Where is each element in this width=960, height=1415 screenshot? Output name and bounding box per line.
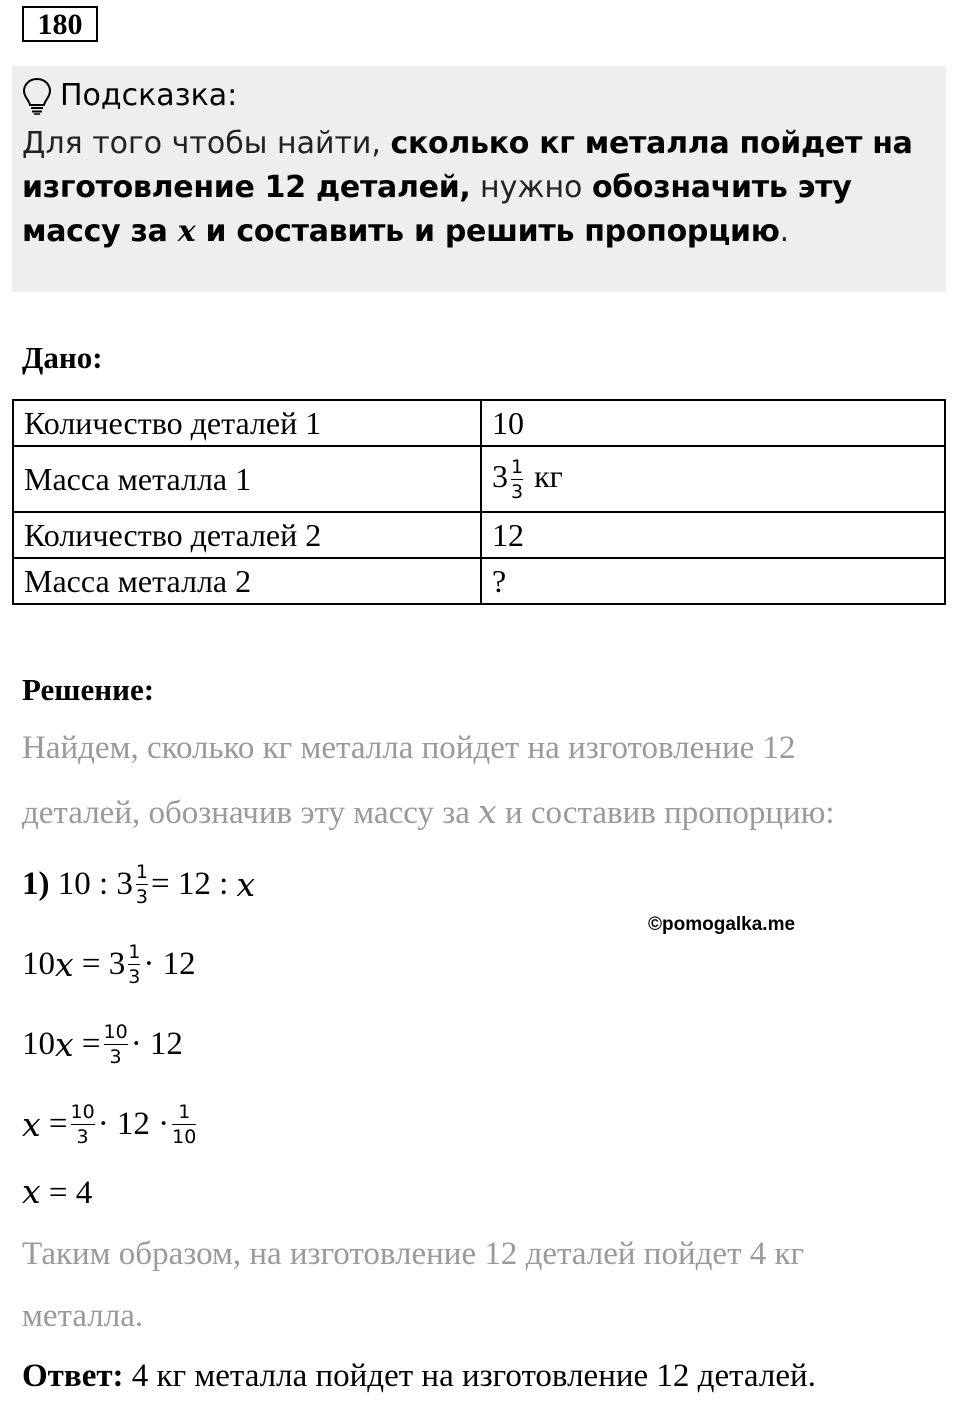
table-cell-label: Масса металла 1	[13, 446, 481, 512]
fraction	[172, 1102, 196, 1147]
eq-text: 10	[22, 945, 55, 982]
equation-1	[22, 856, 255, 912]
eq-text: · 12	[143, 945, 196, 982]
table-row	[13, 400, 945, 446]
given-table	[12, 399, 946, 605]
given-heading: Дано:	[22, 340, 103, 375]
hint-text-part: нужно	[470, 170, 592, 205]
table-row	[13, 512, 945, 558]
solution-intro-line-2	[22, 792, 835, 832]
table-cell-value: 10	[481, 400, 945, 446]
eq-text: · 12	[130, 1025, 183, 1062]
eq-variable: x	[236, 864, 256, 904]
fraction-denominator: 3	[135, 885, 149, 908]
fraction-denominator: 10	[172, 1125, 197, 1148]
eq-text: 10 : 3	[57, 865, 133, 902]
eq-variable: x	[22, 1172, 41, 1211]
answer-text: 4 кг металла пойдет на изготовление 12 деталей.	[123, 1358, 816, 1394]
solution-heading: Решение:	[22, 672, 155, 707]
watermark: ©pomogalka.me	[648, 914, 796, 935]
hint-text-bold: обозначить эту массу за	[22, 170, 852, 249]
table-cell-value: 12	[481, 512, 945, 558]
eq-variable: x	[55, 1024, 74, 1064]
fraction-denominator: 3	[511, 480, 524, 503]
equation-2	[22, 936, 196, 992]
problem-number: 180	[22, 6, 98, 42]
answer-label: Ответ:	[22, 1358, 124, 1394]
fraction	[511, 457, 523, 502]
table-cell-label: Количество деталей 1	[13, 400, 481, 446]
answer	[22, 1358, 816, 1395]
fraction-numerator: 1	[128, 940, 141, 963]
fraction-numerator: 10	[70, 1100, 95, 1123]
table-cell-label: Масса металла 2	[13, 558, 481, 604]
fraction	[128, 942, 140, 987]
hint-text-part: .	[779, 214, 790, 249]
eq-text: = 12 :	[151, 865, 229, 902]
equation-4	[22, 1096, 199, 1152]
eq-variable: x	[55, 944, 74, 984]
fraction-denominator: 3	[76, 1125, 89, 1148]
equation-3	[22, 1016, 183, 1072]
fraction-denominator: 3	[128, 965, 141, 988]
equation-5	[22, 1172, 92, 1212]
conclusion-line-1: Таким образом, на изготовление 12 деталей пойдет 4 кг	[22, 1236, 805, 1272]
eq-text: =	[48, 1105, 68, 1142]
eq-text: 10	[22, 1025, 55, 1062]
fraction-numerator: 10	[103, 1020, 128, 1043]
conclusion-line-2: металла.	[22, 1298, 144, 1334]
lightbulb-icon	[22, 77, 52, 115]
eq-text: =	[81, 1025, 101, 1062]
table-row	[13, 446, 945, 512]
table-cell-value	[481, 446, 945, 512]
unit-label: кг	[534, 457, 563, 494]
eq-text: · 12 ·	[97, 1105, 170, 1142]
solution-intro-text: и составив пропорцию:	[496, 795, 835, 831]
eq-text: = 3	[81, 945, 126, 982]
hint-text	[22, 122, 937, 254]
hint-text-part: Для того чтобы найти,	[22, 126, 391, 161]
hint-title	[22, 76, 237, 116]
step-label: 1)	[22, 865, 50, 902]
fraction	[104, 1022, 128, 1067]
eq-text: = 4	[48, 1175, 93, 1211]
eq-variable: x	[22, 1104, 41, 1144]
fraction-numerator: 1	[135, 860, 149, 883]
fraction	[136, 862, 148, 907]
table-row	[13, 558, 945, 604]
hint-text-bold: сколько кг металла пойдет на изготовление 12 деталей,	[22, 126, 913, 205]
fraction-numerator: 1	[511, 455, 524, 478]
fraction	[71, 1102, 95, 1147]
hint-text-bold: и составить и решить пропорцию	[195, 214, 780, 249]
fraction-numerator: 1	[178, 1100, 191, 1123]
hint-title-label: Подсказка:	[60, 78, 238, 113]
table-cell-value: ?	[481, 558, 945, 604]
mixed-number-whole: 3	[492, 457, 508, 494]
table-cell-label: Количество деталей 2	[13, 512, 481, 558]
hint-variable: x	[177, 214, 196, 249]
fraction-denominator: 3	[109, 1045, 122, 1068]
solution-variable: x	[478, 792, 497, 831]
solution-intro-line-1: Найдем, сколько кг металла пойдет на изготовление 12	[22, 730, 796, 766]
solution-intro-text: деталей, обозначив эту массу за	[22, 795, 479, 831]
